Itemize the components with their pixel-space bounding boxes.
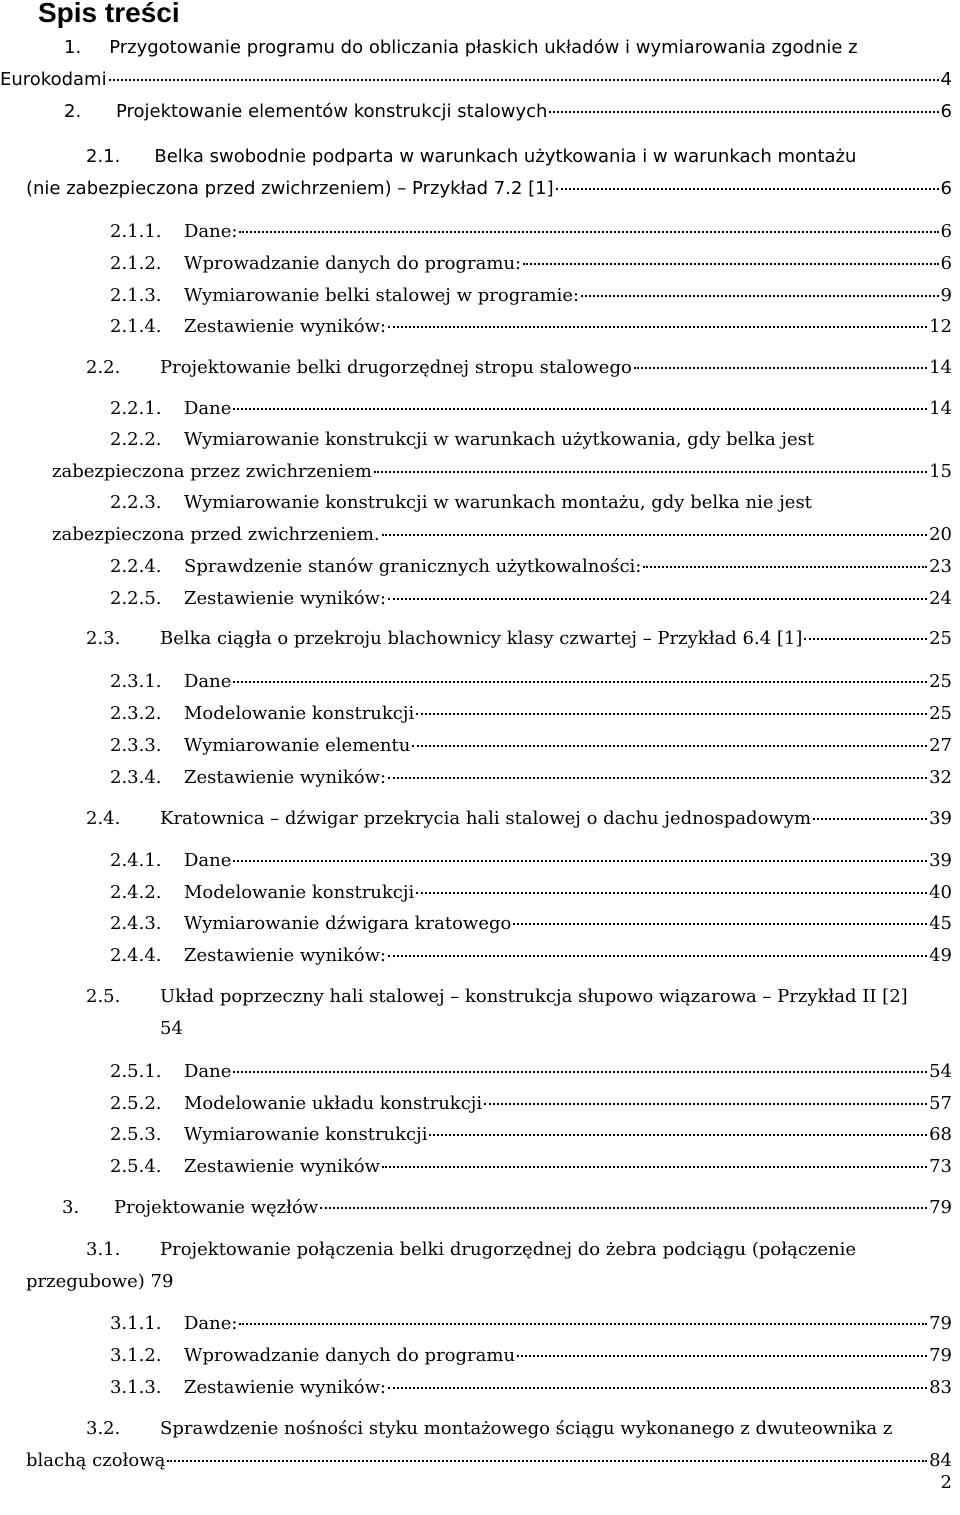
toc-entry-page: 12 bbox=[929, 316, 952, 337]
toc-entry-page: 6 bbox=[940, 221, 952, 242]
toc-entry-2-3-3[interactable] bbox=[110, 735, 952, 757]
toc-entry-2-3-2[interactable] bbox=[110, 703, 952, 725]
toc-entry-title: Projektowanie połączenia belki drugorzędnej do żebra podciągu (połączenie bbox=[160, 1239, 857, 1260]
toc-entry-title: Układ poprzeczny hali stalowej – konstrukcja słupowo wiązarowa – Przykład II [2] bbox=[160, 986, 908, 1007]
dot-leader bbox=[556, 188, 939, 190]
toc-entry-title: Dane: bbox=[184, 221, 238, 242]
toc-entry-page: 39 bbox=[929, 808, 952, 829]
dot-leader bbox=[382, 534, 927, 536]
dot-leader bbox=[167, 1460, 927, 1462]
toc-entry-page: 39 bbox=[929, 850, 952, 871]
dot-leader bbox=[581, 295, 938, 297]
toc-entry-number: 2.5.4. bbox=[110, 1156, 162, 1177]
dot-leader bbox=[813, 818, 927, 820]
toc-entry-number: 2.5.2. bbox=[110, 1093, 162, 1114]
toc-entry-title: Wymiarowanie konstrukcji w warunkach użytkowania, gdy belka jest bbox=[184, 429, 815, 450]
toc-entry-title: Dane bbox=[184, 850, 232, 871]
toc-entry-number: 2.5. bbox=[86, 986, 121, 1007]
toc-entry-title: Wymiarowanie belki stalowej w programie: bbox=[184, 285, 580, 306]
dot-leader bbox=[382, 1166, 927, 1168]
toc-entry-number: 2.1.2. bbox=[110, 253, 162, 274]
toc-entry-title: Dane bbox=[184, 398, 232, 419]
toc-entry-number: 2.4.4. bbox=[110, 945, 162, 966]
dot-leader bbox=[513, 923, 927, 925]
toc-entry-2-1-1[interactable] bbox=[110, 221, 952, 243]
toc-entry-number: 2.1.4. bbox=[110, 316, 162, 337]
toc-entry-title: Dane: bbox=[184, 1313, 238, 1334]
dot-leader bbox=[233, 1071, 927, 1073]
toc-entry-number: 2. bbox=[64, 101, 82, 122]
toc-entry-title: Kratownica – dźwigar przekrycia hali stalowej o dachu jednospadowym bbox=[160, 808, 812, 829]
toc-entry-page: 27 bbox=[929, 735, 952, 756]
dot-leader bbox=[239, 1323, 927, 1325]
toc-entry-page: 40 bbox=[929, 882, 952, 903]
toc-entry-number: 2.1. bbox=[86, 146, 121, 167]
toc-entry-number: 3. bbox=[62, 1197, 80, 1218]
toc-entry-2-2-4[interactable] bbox=[110, 556, 952, 578]
toc-entry-3-1-1[interactable] bbox=[110, 1313, 952, 1335]
toc-entry-number: 3.1.3. bbox=[110, 1377, 162, 1398]
toc-entry-number: 2.2.4. bbox=[110, 556, 162, 577]
toc-entry-title-cont: blachą czołową bbox=[26, 1450, 166, 1471]
toc-entry-number: 3.1.2. bbox=[110, 1345, 162, 1366]
toc-entry-number: 2.3.3. bbox=[110, 735, 162, 756]
toc-entry-page: 84 bbox=[929, 1450, 952, 1471]
dot-leader bbox=[388, 598, 927, 600]
toc-entry-title: Wprowadzanie danych do programu bbox=[184, 1345, 516, 1366]
toc-entry-page: 15 bbox=[929, 461, 952, 482]
dot-leader bbox=[484, 1103, 927, 1105]
toc-entry-2-2-1[interactable] bbox=[110, 398, 952, 420]
toc-entry-page: 25 bbox=[929, 703, 952, 724]
toc-entry-3[interactable] bbox=[62, 1197, 952, 1219]
toc-entry-title: Belka swobodnie podparta w warunkach użytkowania i w warunkach montażu bbox=[154, 146, 857, 167]
toc-entry-number: 2.4. bbox=[86, 808, 121, 829]
toc-entry-title-cont: przegubowe) 79 bbox=[26, 1271, 174, 1292]
toc-entry-3-1-line1[interactable] bbox=[86, 1239, 856, 1261]
toc-entry-number: 3.1. bbox=[86, 1239, 121, 1260]
toc-entry-title: Modelowanie konstrukcji bbox=[184, 882, 415, 903]
toc-entry-number: 3.2. bbox=[86, 1418, 121, 1439]
toc-entry-number: 2.2. bbox=[86, 357, 121, 378]
toc-entry-page: 49 bbox=[929, 945, 952, 966]
dot-leader bbox=[388, 955, 927, 957]
toc-entry-title: Modelowanie konstrukcji bbox=[184, 703, 415, 724]
toc-entry-page: 79 bbox=[929, 1197, 952, 1218]
toc-entry-2-1-line1[interactable] bbox=[86, 146, 856, 168]
toc-entry-2-5-1[interactable] bbox=[110, 1061, 952, 1083]
toc-entry-page: 14 bbox=[929, 357, 952, 378]
toc-entry-3-1-3[interactable] bbox=[110, 1377, 952, 1399]
toc-entry-2-2[interactable] bbox=[86, 357, 952, 379]
toc-entry-number: 2.2.1. bbox=[110, 398, 162, 419]
toc-entry-2-1-2[interactable] bbox=[110, 253, 952, 275]
toc-entry-2-4-3[interactable] bbox=[110, 913, 952, 935]
toc-entry-2-2-2-line1[interactable] bbox=[110, 429, 814, 451]
toc-entry-title: Projektowanie elementów konstrukcji stalowych bbox=[116, 101, 548, 122]
toc-entry-1-line2[interactable] bbox=[0, 69, 952, 91]
dot-leader bbox=[643, 566, 927, 568]
toc-entry-number: 2.3.1. bbox=[110, 671, 162, 692]
toc-entry-2-5-line1[interactable] bbox=[86, 986, 908, 1008]
toc-entry-title-cont: (nie zabezpieczona przed zwichrzeniem) – Przykład 7.2 [1] bbox=[26, 178, 554, 199]
toc-entry-2-4-2[interactable] bbox=[110, 882, 952, 904]
toc-entry-title: Projektowanie węzłów bbox=[114, 1197, 319, 1218]
toc-entry-page: 14 bbox=[929, 398, 952, 419]
toc-entry-number: 2.4.1. bbox=[110, 850, 162, 871]
toc-entry-2-2-2-line2[interactable] bbox=[52, 461, 952, 483]
toc-entry-title: Zestawienie wyników: bbox=[184, 767, 387, 788]
toc-entry-title: Zestawienie wyników: bbox=[184, 316, 387, 337]
toc-entry-page: 20 bbox=[929, 524, 952, 545]
dot-leader bbox=[416, 713, 927, 715]
toc-entry-title: Modelowanie układu konstrukcji bbox=[184, 1093, 483, 1114]
toc-entry-3-1-2[interactable] bbox=[110, 1345, 952, 1367]
toc-entry-page: 57 bbox=[929, 1093, 952, 1114]
toc-entry-number: 3.1.1. bbox=[110, 1313, 162, 1334]
toc-entry-2-2-3-line2[interactable] bbox=[52, 524, 952, 546]
dot-leader bbox=[634, 367, 927, 369]
toc-entry-page: 6 bbox=[940, 101, 952, 122]
toc-entry-number: 2.3.2. bbox=[110, 703, 162, 724]
toc-entry-page: 4 bbox=[940, 69, 952, 90]
toc-entry-number: 2.2.5. bbox=[110, 588, 162, 609]
toc-entry-title-cont: zabezpieczona przed zwichrzeniem. bbox=[52, 524, 380, 545]
dot-leader bbox=[388, 777, 927, 779]
toc-entry-page: 68 bbox=[929, 1124, 952, 1145]
toc-entry-3-1-line2[interactable] bbox=[26, 1271, 173, 1293]
toc-entry-number: 2.4.3. bbox=[110, 913, 162, 934]
toc-entry-1-line1[interactable] bbox=[64, 37, 858, 59]
toc-entry-title: Belka ciągła o przekroju blachownicy klasy czwartej – Przykład 6.4 [1] bbox=[160, 628, 803, 649]
toc-entry-2-1-3[interactable] bbox=[110, 285, 952, 307]
toc-entry-page: 73 bbox=[929, 1156, 952, 1177]
toc-entry-title: Wymiarowanie konstrukcji bbox=[184, 1124, 428, 1145]
dot-leader bbox=[388, 326, 927, 328]
dot-leader bbox=[549, 111, 938, 113]
toc-entry-2-5-4[interactable] bbox=[110, 1156, 952, 1178]
dot-leader bbox=[804, 638, 927, 640]
toc-entry-3-2-line2[interactable] bbox=[26, 1450, 952, 1472]
toc-entry-page: 24 bbox=[929, 588, 952, 609]
toc-entry-2-4-4[interactable] bbox=[110, 945, 952, 967]
toc-entry-number: 2.3. bbox=[86, 628, 121, 649]
toc-entry-number: 2.2.3. bbox=[110, 492, 162, 513]
toc-entry-title-cont: zabezpieczona przez zwichrzeniem bbox=[52, 461, 372, 482]
toc-entry-number: 2.5.1. bbox=[110, 1061, 162, 1082]
dot-leader bbox=[429, 1134, 927, 1136]
dot-leader bbox=[374, 471, 927, 473]
toc-entry-2-5-line2[interactable] bbox=[160, 1018, 183, 1040]
toc-entry-number: 2.1.3. bbox=[110, 285, 162, 306]
toc-entry-page: 79 bbox=[929, 1313, 952, 1334]
dot-leader bbox=[109, 79, 939, 81]
toc-entry-page: 6 bbox=[940, 253, 952, 274]
dot-leader bbox=[233, 681, 927, 683]
toc-entry-2-2-3-line1[interactable] bbox=[110, 492, 812, 514]
toc-entry-page: 32 bbox=[929, 767, 952, 788]
toc-entry-page: 25 bbox=[929, 671, 952, 692]
dot-leader bbox=[412, 745, 927, 747]
toc-entry-title: Dane bbox=[184, 671, 232, 692]
toc-entry-title: Przygotowanie programu do obliczania płaskich układów i wymiarowania zgodnie z bbox=[109, 37, 858, 58]
dot-leader bbox=[517, 1355, 927, 1357]
toc-entry-title: Wymiarowanie dźwigara kratowego bbox=[184, 913, 512, 934]
toc-entry-title: Zestawienie wyników: bbox=[184, 588, 387, 609]
toc-entry-number: 2.3.4. bbox=[110, 767, 162, 788]
dot-leader bbox=[523, 263, 938, 265]
toc-entry-number: 2.5.3. bbox=[110, 1124, 162, 1145]
toc-entry-2[interactable] bbox=[64, 101, 952, 123]
toc-entry-2-3-4[interactable] bbox=[110, 767, 952, 789]
dot-leader bbox=[233, 860, 927, 862]
toc-entry-title: Sprawdzenie nośności styku montażowego ściągu wykonanego z dwuteownika z bbox=[160, 1418, 893, 1439]
toc-entry-page: 9 bbox=[940, 285, 952, 306]
toc-entry-number: 2.2.2. bbox=[110, 429, 162, 450]
toc-entry-number: 2.1.1. bbox=[110, 221, 162, 242]
toc-entry-2-5-3[interactable] bbox=[110, 1124, 952, 1146]
toc-entry-title: Zestawienie wyników: bbox=[184, 945, 387, 966]
toc-entry-3-2-line1[interactable] bbox=[86, 1418, 892, 1440]
toc-entry-page: 6 bbox=[940, 178, 952, 199]
toc-entry-page: 23 bbox=[929, 556, 952, 577]
toc-entry-number: 1. bbox=[64, 37, 82, 58]
dot-leader bbox=[239, 231, 938, 233]
toc-entry-page: 54 bbox=[929, 1061, 952, 1082]
toc-entry-title: Zestawienie wyników bbox=[184, 1156, 380, 1177]
toc-entry-2-3-1[interactable] bbox=[110, 671, 952, 693]
toc-entry-title-cont: Eurokodami bbox=[0, 69, 107, 90]
toc-entry-title: Wymiarowanie konstrukcji w warunkach montażu, gdy belka nie jest bbox=[184, 492, 812, 513]
toc-heading: Spis treści bbox=[38, 0, 180, 28]
dot-leader bbox=[388, 1387, 927, 1389]
dot-leader bbox=[233, 408, 927, 410]
toc-entry-number: 2.4.2. bbox=[110, 882, 162, 903]
toc-entry-2-1-line2[interactable] bbox=[26, 178, 952, 200]
toc-entry-page: 25 bbox=[929, 628, 952, 649]
toc-entry-title: Projektowanie belki drugorzędnej stropu stalowego bbox=[160, 357, 632, 378]
toc-entry-2-1-4[interactable] bbox=[110, 316, 952, 338]
toc-entry-2-3[interactable] bbox=[86, 628, 952, 650]
toc-entry-page: 83 bbox=[929, 1377, 952, 1398]
toc-entry-page: 45 bbox=[929, 913, 952, 934]
toc-entry-title: Wymiarowanie elementu bbox=[184, 735, 411, 756]
page-number: 2 bbox=[940, 1472, 952, 1493]
toc-entry-page: 54 bbox=[160, 1018, 183, 1039]
toc-entry-title: Wprowadzanie danych do programu: bbox=[184, 253, 522, 274]
toc-entry-page: 79 bbox=[929, 1345, 952, 1366]
toc-entry-2-2-5[interactable] bbox=[110, 588, 952, 610]
toc-entry-title: Zestawienie wyników: bbox=[184, 1377, 387, 1398]
toc-entry-2-4-1[interactable] bbox=[110, 850, 952, 872]
toc-entry-2-4[interactable] bbox=[86, 808, 952, 830]
dot-leader bbox=[320, 1207, 927, 1209]
toc-entry-2-5-2[interactable] bbox=[110, 1093, 952, 1115]
dot-leader bbox=[416, 892, 927, 894]
toc-entry-title: Sprawdzenie stanów granicznych użytkowalności: bbox=[184, 556, 642, 577]
toc-entry-title: Dane bbox=[184, 1061, 232, 1082]
